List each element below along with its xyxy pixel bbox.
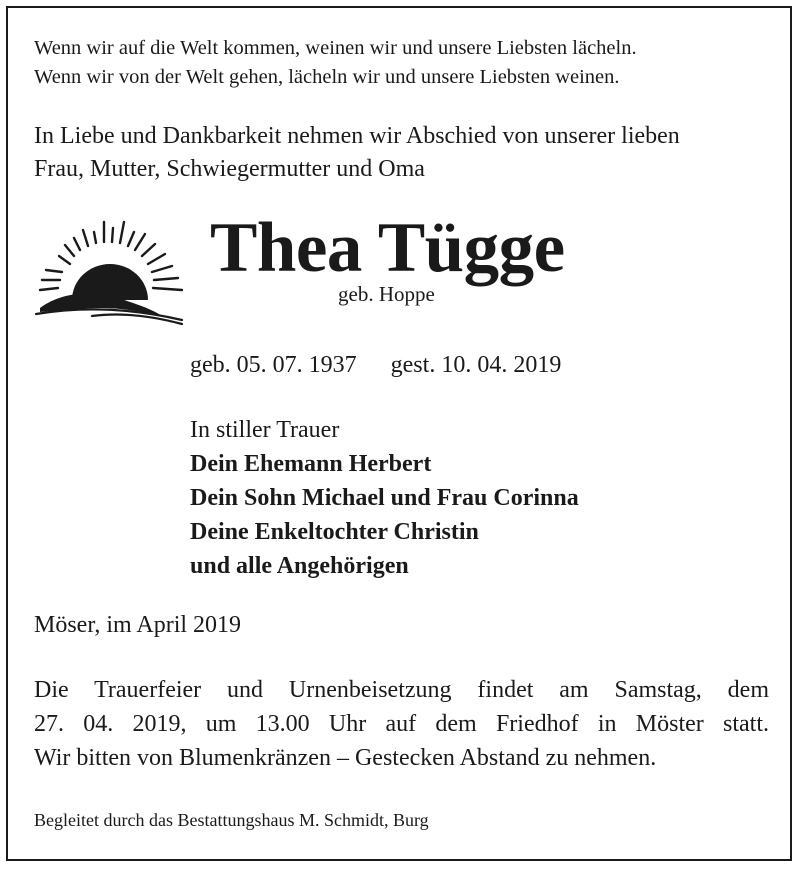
mourner-name: und alle Angehörigen — [190, 553, 409, 579]
mourner-name: Deine Enkeltochter Christin — [190, 519, 479, 545]
funeral-home-credit: Begleitet durch das Bestattungshaus M. Schmidt, Burg — [34, 810, 429, 830]
notice-line: Die Trauerfeier und Urnenbeisetzung findet am Samstag, dem — [34, 677, 769, 703]
opening-quote — [34, 34, 637, 92]
mourners-block — [190, 413, 579, 583]
death-date: gest. 10. 04. 2019 — [390, 352, 562, 378]
quote-line: Wenn wir auf die Welt kommen, weinen wir und unsere Liebsten lächeln. — [34, 37, 637, 59]
intro-text — [34, 120, 680, 186]
maiden-name: geb. Hoppe — [338, 282, 435, 306]
place-and-date: Möser, im April 2019 — [34, 612, 242, 638]
mourner-name: Dein Sohn Michael und Frau Corinna — [190, 485, 579, 511]
funeral-notice — [34, 673, 769, 775]
notice-line: Wir bitten von Blumenkränzen – Gestecken Abstand zu nehmen. — [34, 745, 657, 771]
quote-line: Wenn wir von der Welt gehen, lächeln wir und unsere Liebsten weinen. — [34, 66, 620, 88]
notice-line: 27. 04. 2019, um 13.00 Uhr auf dem Friedhof in Möster statt. — [34, 711, 769, 737]
sunset-over-hills-icon — [32, 212, 190, 326]
deceased-name: Thea Tügge — [210, 209, 565, 287]
birth-date: geb. 05. 07. 1937 — [190, 352, 357, 378]
mourner-name: Dein Ehemann Herbert — [190, 451, 432, 477]
life-dates — [190, 349, 561, 381]
intro-line: In Liebe und Dankbarkeit nehmen wir Abschied von unserer lieben — [34, 123, 680, 149]
mourners-heading: In stiller Trauer — [190, 417, 340, 443]
intro-line: Frau, Mutter, Schwiegermutter und Oma — [34, 156, 425, 182]
